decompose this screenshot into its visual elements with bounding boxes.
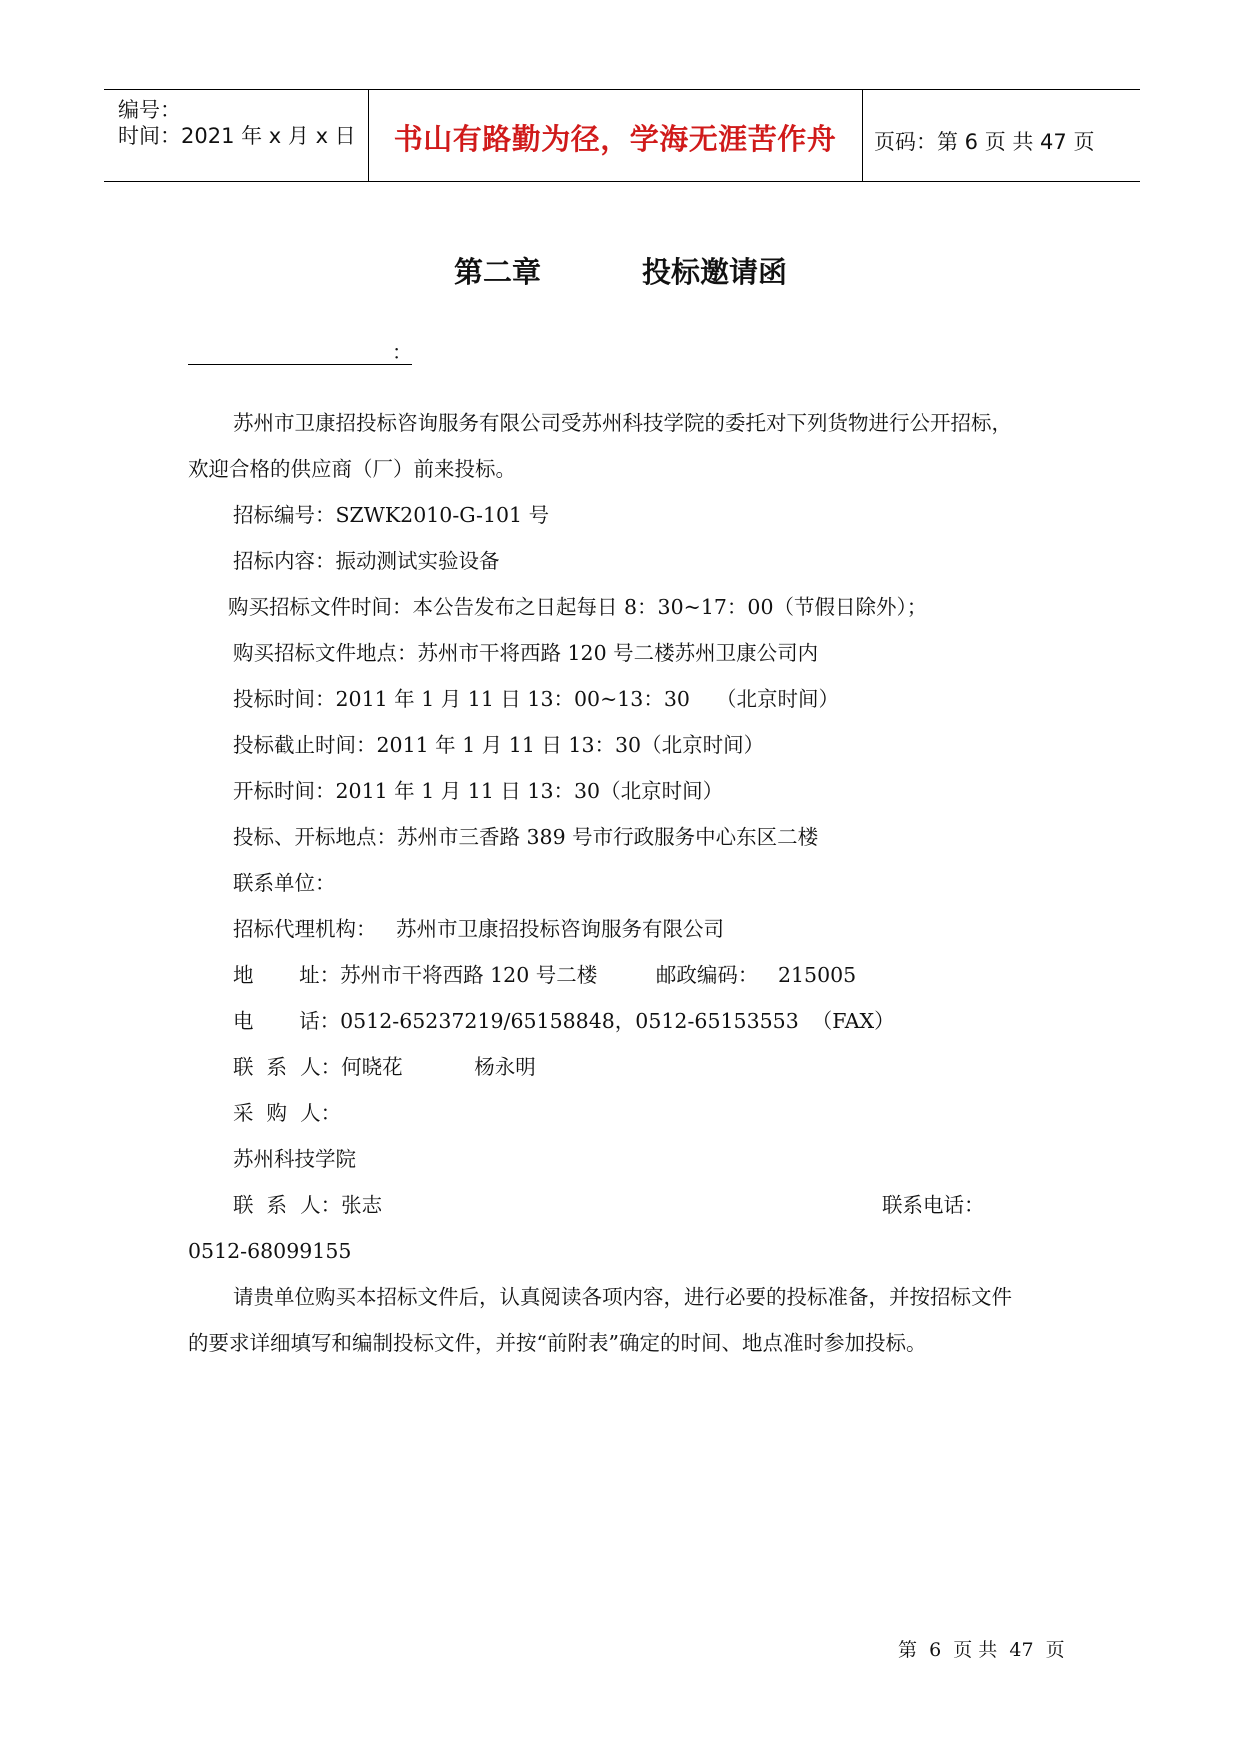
intro-line-2: 欢迎合格的供应商（厂）前来投标。 <box>188 457 516 481</box>
bid-number: 招标编号：SZWK2010-G-101 号 <box>233 503 550 527</box>
header-meta-cell <box>104 90 369 181</box>
bid-content: 招标内容：振动测试实验设备 <box>233 549 500 573</box>
purchase-place: 购买招标文件地点：苏州市干将西路 120 号二楼苏州卫康公司内 <box>233 641 819 665</box>
purchaser-phone: 0512-68099155 <box>188 1239 352 1263</box>
header-page-cell <box>862 90 1140 181</box>
time-label: 时间：2021 年 x 月 x 日 <box>118 124 356 148</box>
addressee-colon: ： <box>392 340 412 364</box>
addressee-blank <box>188 340 412 365</box>
agency-phone: 电 话：0512-65237219/65158848，0512-65153553 （FAX） <box>233 1009 895 1033</box>
header-motto-cell <box>368 90 863 181</box>
page-footer: 第 6 页 共 47 页 <box>898 1639 1065 1661</box>
bid-deadline: 投标截止时间：2011 年 1 月 11 日 13：30（北京时间） <box>233 733 765 757</box>
purchaser-contact: 联 系 人：张志 <box>233 1193 383 1217</box>
page-header <box>104 89 1140 182</box>
agency-contact: 联 系 人：何晓花 杨永明 <box>233 1055 536 1079</box>
agency-address: 地 址：苏州市干将西路 120 号二楼 邮政编码： 215005 <box>233 963 857 987</box>
agency-name: 招标代理机构： 苏州市卫康招投标咨询服务有限公司 <box>233 917 725 941</box>
purchase-time: 购买招标文件时间：本公告发布之日起每日 8：30~17：00（节假日除外）； <box>228 595 928 619</box>
header-page-number: 页码：第 6 页 共 47 页 <box>874 130 1095 154</box>
serial-label: 编号： <box>118 98 181 122</box>
contact-unit-label: 联系单位： <box>233 871 336 895</box>
closing-line-2: 的要求详细填写和编制投标文件，并按“前附表”确定的时间、地点准时参加投标。 <box>188 1331 927 1355</box>
opening-time: 开标时间：2011 年 1 月 11 日 13：30（北京时间） <box>233 779 724 803</box>
purchaser-label: 采 购 人： <box>233 1101 342 1125</box>
intro-line-1: 苏州市卫康招投标咨询服务有限公司受苏州科技学院的委托对下列货物进行公开招标， <box>233 411 1012 435</box>
bid-time: 投标时间：2011 年 1 月 11 日 13：00~13：30 （北京时间） <box>233 687 839 711</box>
chapter-title: 第二章 投标邀请函 <box>454 255 787 289</box>
closing-line-1: 请贵单位购买本招标文件后，认真阅读各项内容，进行必要的投标准备，并按招标文件 <box>233 1285 1012 1309</box>
header-motto: 书山有路勤为径，学海无涯苦作舟 <box>393 122 837 156</box>
purchaser-name: 苏州科技学院 <box>233 1147 356 1171</box>
bid-place: 投标、开标地点：苏州市三香路 389 号市行政服务中心东区二楼 <box>233 825 819 849</box>
phone-label: 联系电话： <box>882 1193 985 1217</box>
